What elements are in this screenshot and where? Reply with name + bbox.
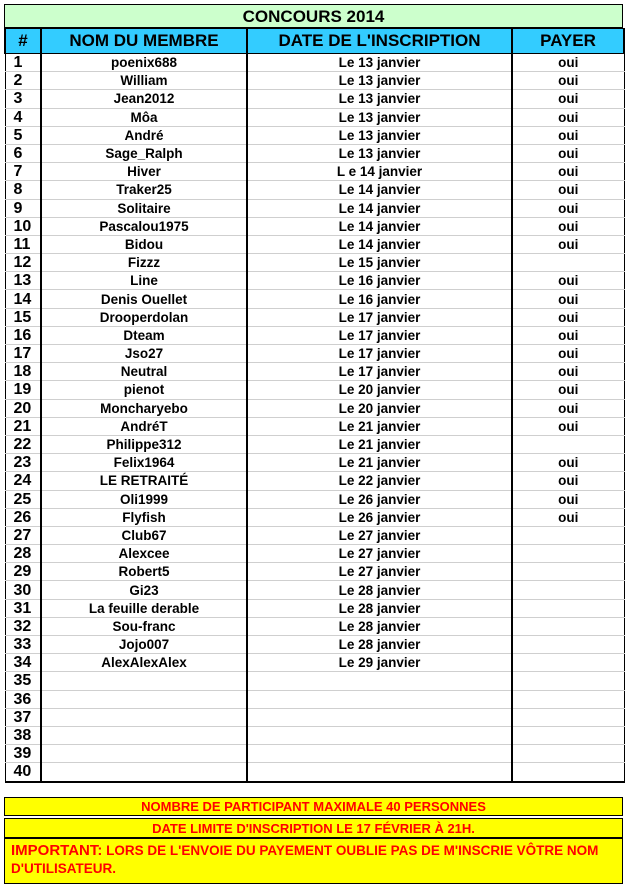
member-name: Felix1964 [41, 454, 247, 472]
row-number: 11 [5, 235, 41, 253]
member-name: William [41, 72, 247, 90]
paid-status: oui [512, 181, 624, 199]
registration-date: L e 14 janvier [247, 163, 512, 181]
table-row [5, 599, 624, 617]
paid-status [512, 435, 624, 453]
table-row [5, 508, 624, 526]
row-number: 7 [5, 163, 41, 181]
paid-status: oui [512, 326, 624, 344]
table-row [5, 272, 624, 290]
member-name: Traker25 [41, 181, 247, 199]
table-row [5, 345, 624, 363]
table-row [5, 163, 624, 181]
registration-date: Le 28 janvier [247, 581, 512, 599]
row-number: 20 [5, 399, 41, 417]
paid-status: oui [512, 272, 624, 290]
member-name: Philippe312 [41, 435, 247, 453]
registration-date [247, 745, 512, 763]
row-number: 9 [5, 199, 41, 217]
row-number: 3 [5, 90, 41, 108]
table-row [5, 126, 624, 144]
table-row [5, 526, 624, 544]
table-row [5, 672, 624, 690]
row-number: 1 [5, 54, 41, 72]
registration-date: Le 17 janvier [247, 345, 512, 363]
row-number: 35 [5, 672, 41, 690]
member-name: Alexcee [41, 545, 247, 563]
row-number: 12 [5, 254, 41, 272]
registration-date: Le 13 janvier [247, 90, 512, 108]
member-name: pienot [41, 381, 247, 399]
paid-status: oui [512, 381, 624, 399]
table-row [5, 454, 624, 472]
registration-date: Le 14 janvier [247, 235, 512, 253]
paid-status: oui [512, 508, 624, 526]
member-name: Fizzz [41, 254, 247, 272]
member-name: Club67 [41, 526, 247, 544]
row-number: 19 [5, 381, 41, 399]
row-number: 17 [5, 345, 41, 363]
member-name: Sage_Ralph [41, 144, 247, 162]
member-name: Neutral [41, 363, 247, 381]
registration-date: Le 17 janvier [247, 363, 512, 381]
paid-status [512, 690, 624, 708]
row-number: 30 [5, 581, 41, 599]
paid-status: oui [512, 399, 624, 417]
registration-date: Le 15 janvier [247, 254, 512, 272]
table-row [5, 417, 624, 435]
paid-status: oui [512, 217, 624, 235]
registration-date: Le 27 janvier [247, 545, 512, 563]
table-row [5, 308, 624, 326]
row-number: 4 [5, 108, 41, 126]
registration-date [247, 763, 512, 782]
registration-date: Le 16 janvier [247, 272, 512, 290]
row-number: 15 [5, 308, 41, 326]
registration-date: Le 17 janvier [247, 308, 512, 326]
registration-date: Le 29 janvier [247, 654, 512, 672]
paid-status: oui [512, 472, 624, 490]
registration-date: Le 14 janvier [247, 181, 512, 199]
sheet-title: CONCOURS 2014 [4, 4, 623, 28]
row-number: 18 [5, 363, 41, 381]
member-name: AndréT [41, 417, 247, 435]
registration-date [247, 690, 512, 708]
registration-date: Le 13 janvier [247, 54, 512, 72]
registration-date: Le 20 janvier [247, 381, 512, 399]
registration-date: Le 17 janvier [247, 326, 512, 344]
header-date: DATE DE L'INSCRIPTION [247, 29, 512, 54]
table-row [5, 217, 624, 235]
paid-status [512, 526, 624, 544]
paid-status: oui [512, 454, 624, 472]
registration-date: Le 13 janvier [247, 144, 512, 162]
header-row [5, 29, 624, 54]
member-name: Hiver [41, 163, 247, 181]
paid-status [512, 617, 624, 635]
table-row [5, 72, 624, 90]
table-row [5, 326, 624, 344]
header-name: NOM DU MEMBRE [41, 29, 247, 54]
row-number: 13 [5, 272, 41, 290]
paid-status [512, 745, 624, 763]
member-name: La feuille derable [41, 599, 247, 617]
row-number: 10 [5, 217, 41, 235]
paid-status: oui [512, 144, 624, 162]
paid-status: oui [512, 90, 624, 108]
member-name [41, 726, 247, 744]
registration-date: Le 28 janvier [247, 636, 512, 654]
row-number: 16 [5, 326, 41, 344]
member-name: Dteam [41, 326, 247, 344]
paid-status [512, 254, 624, 272]
member-name: Sou-franc [41, 617, 247, 635]
member-name: Drooperdolan [41, 308, 247, 326]
registration-date: Le 27 janvier [247, 563, 512, 581]
member-name: Robert5 [41, 563, 247, 581]
table-row [5, 581, 624, 599]
member-name [41, 690, 247, 708]
member-name: AlexAlexAlex [41, 654, 247, 672]
contest-sheet [4, 4, 623, 783]
row-number: 39 [5, 745, 41, 763]
row-number: 29 [5, 563, 41, 581]
registration-date: Le 26 janvier [247, 490, 512, 508]
table-row [5, 690, 624, 708]
member-name [41, 763, 247, 782]
paid-status: oui [512, 126, 624, 144]
row-number: 22 [5, 435, 41, 453]
row-number: 8 [5, 181, 41, 199]
table-row [5, 563, 624, 581]
member-name: Jean2012 [41, 90, 247, 108]
row-number: 14 [5, 290, 41, 308]
paid-status [512, 545, 624, 563]
row-number: 36 [5, 690, 41, 708]
paid-status: oui [512, 54, 624, 72]
paid-status: oui [512, 417, 624, 435]
table-row [5, 545, 624, 563]
row-number: 31 [5, 599, 41, 617]
registration-date: Le 21 janvier [247, 454, 512, 472]
paid-status [512, 581, 624, 599]
member-name: LE RETRAITÉ [41, 472, 247, 490]
row-number: 37 [5, 708, 41, 726]
row-number: 34 [5, 654, 41, 672]
table-row [5, 654, 624, 672]
important-note [4, 838, 623, 884]
registration-date: Le 21 janvier [247, 417, 512, 435]
paid-status [512, 672, 624, 690]
paid-status [512, 563, 624, 581]
member-name: Bidou [41, 235, 247, 253]
max-participants-note: NOMBRE DE PARTICIPANT MAXIMALE 40 PERSONNES [4, 797, 623, 816]
registration-date: Le 28 janvier [247, 599, 512, 617]
member-name: Môa [41, 108, 247, 126]
paid-status: oui [512, 163, 624, 181]
paid-status [512, 726, 624, 744]
member-name: Jso27 [41, 345, 247, 363]
paid-status: oui [512, 108, 624, 126]
registration-date [247, 726, 512, 744]
row-number: 32 [5, 617, 41, 635]
member-name: Gi23 [41, 581, 247, 599]
registration-date: Le 14 janvier [247, 199, 512, 217]
paid-status [512, 636, 624, 654]
row-number: 38 [5, 726, 41, 744]
member-name: André [41, 126, 247, 144]
registration-date: Le 16 janvier [247, 290, 512, 308]
table-row [5, 363, 624, 381]
table-row [5, 763, 624, 782]
row-number: 40 [5, 763, 41, 782]
registration-date: Le 27 janvier [247, 526, 512, 544]
member-name: Denis Ouellet [41, 290, 247, 308]
registration-date [247, 672, 512, 690]
member-name [41, 672, 247, 690]
table-row [5, 636, 624, 654]
row-number: 2 [5, 72, 41, 90]
paid-status: oui [512, 363, 624, 381]
header-num: # [5, 29, 41, 54]
row-number: 26 [5, 508, 41, 526]
member-name: Jojo007 [41, 636, 247, 654]
important-label: IMPORTANT: [11, 842, 103, 859]
table-row [5, 745, 624, 763]
table-row [5, 90, 624, 108]
table-row [5, 617, 624, 635]
registration-date: Le 14 janvier [247, 217, 512, 235]
member-name: Line [41, 272, 247, 290]
table-row [5, 490, 624, 508]
table-row [5, 435, 624, 453]
table-row [5, 381, 624, 399]
registration-date: Le 20 janvier [247, 399, 512, 417]
member-name: poenix688 [41, 54, 247, 72]
table-row [5, 254, 624, 272]
paid-status: oui [512, 308, 624, 326]
member-name: Oli1999 [41, 490, 247, 508]
table-row [5, 144, 624, 162]
registration-date: Le 13 janvier [247, 72, 512, 90]
paid-status [512, 654, 624, 672]
paid-status: oui [512, 345, 624, 363]
deadline-note: DATE LIMITE D'INSCRIPTION LE 17 FÉVRIER À 21H. [4, 818, 623, 838]
row-number: 27 [5, 526, 41, 544]
member-name: Flyfish [41, 508, 247, 526]
row-number: 5 [5, 126, 41, 144]
table-row [5, 108, 624, 126]
registration-date: Le 26 janvier [247, 508, 512, 526]
paid-status: oui [512, 199, 624, 217]
table-row [5, 399, 624, 417]
member-name [41, 708, 247, 726]
member-name: Solitaire [41, 199, 247, 217]
row-number: 25 [5, 490, 41, 508]
table-row [5, 181, 624, 199]
paid-status [512, 599, 624, 617]
table-row [5, 54, 624, 72]
table-row [5, 235, 624, 253]
row-number: 23 [5, 454, 41, 472]
registration-date: Le 13 janvier [247, 108, 512, 126]
members-table [4, 28, 625, 783]
row-number: 21 [5, 417, 41, 435]
table-row [5, 472, 624, 490]
paid-status: oui [512, 235, 624, 253]
table-row [5, 708, 624, 726]
header-paid: PAYER [512, 29, 624, 54]
paid-status [512, 708, 624, 726]
paid-status: oui [512, 490, 624, 508]
registration-date: Le 22 janvier [247, 472, 512, 490]
table-row [5, 290, 624, 308]
important-text: LORS DE L'ENVOIE DU PAYEMENT OUBLIE PAS DE M'INSCRIE VÔTRE NOM D'UTILISATEUR. [11, 843, 599, 876]
paid-status: oui [512, 290, 624, 308]
registration-date: Le 13 janvier [247, 126, 512, 144]
registration-date: Le 28 janvier [247, 617, 512, 635]
paid-status: oui [512, 72, 624, 90]
member-name: Moncharyebo [41, 399, 247, 417]
member-name: Pascalou1975 [41, 217, 247, 235]
row-number: 28 [5, 545, 41, 563]
paid-status [512, 763, 624, 782]
row-number: 6 [5, 144, 41, 162]
table-row [5, 199, 624, 217]
row-number: 33 [5, 636, 41, 654]
table-row [5, 726, 624, 744]
registration-date: Le 21 janvier [247, 435, 512, 453]
registration-date [247, 708, 512, 726]
row-number: 24 [5, 472, 41, 490]
member-name [41, 745, 247, 763]
